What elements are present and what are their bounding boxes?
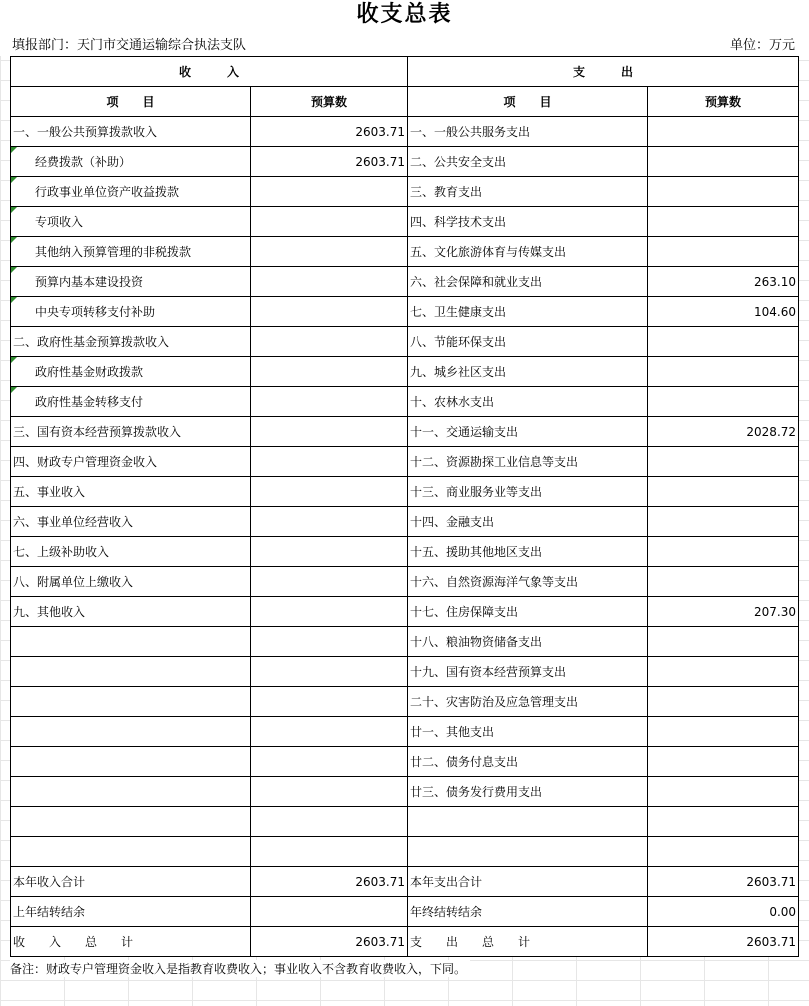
income-amount-cell: [251, 597, 408, 627]
expense-amount-cell: [648, 537, 799, 567]
expense-amount-cell: [648, 717, 799, 747]
income-amount-cell: [251, 477, 408, 507]
income-amount-cell: [251, 747, 408, 777]
expense-amount-cell: [648, 747, 799, 777]
income-item-cell: 五、事业收入: [11, 477, 251, 507]
table-row: [11, 567, 799, 597]
income-amount-cell: [251, 297, 408, 327]
table-row: [11, 447, 799, 477]
table-row: [11, 477, 799, 507]
income-amount-cell: [251, 537, 408, 567]
expense-item-cell: 十二、资源勘探工业信息等支出: [408, 447, 648, 477]
expense-item-cell: 六、社会保障和就业支出: [408, 267, 648, 297]
income-item-cell: 上年结转结余: [11, 897, 251, 927]
expense-item-cell: 十八、粮油物资储备支出: [408, 627, 648, 657]
expense-amount-cell: 2603.71: [648, 927, 799, 957]
expense-item-cell: 九、城乡社区支出: [408, 357, 648, 387]
income-item-cell: [11, 717, 251, 747]
expense-budget-header: 预算数: [648, 87, 799, 117]
expense-item-cell: 四、科学技术支出: [408, 207, 648, 237]
table-row: [11, 147, 799, 177]
table-row: [11, 297, 799, 327]
table-row: [11, 657, 799, 687]
expense-amount-cell: [648, 807, 799, 837]
table-body: [11, 117, 799, 957]
department-label: 填报部门：天门市交通运输综合执法支队: [12, 38, 247, 53]
expense-item-cell: 二十、灾害防治及应急管理支出: [408, 687, 648, 717]
income-amount-cell: [251, 807, 408, 837]
income-item-cell: 预算内基本建设投资: [11, 267, 251, 297]
expense-amount-cell: [648, 627, 799, 657]
income-amount-cell: [251, 357, 408, 387]
table-row: [11, 357, 799, 387]
table-row: [11, 117, 799, 147]
income-amount-cell: [251, 237, 408, 267]
unit-label: 单位：万元: [729, 38, 795, 53]
income-amount-cell: [251, 507, 408, 537]
expense-amount-cell: 207.30: [648, 597, 799, 627]
income-item-cell: 四、财政专户管理资金收入: [11, 447, 251, 477]
income-item-cell: 政府性基金财政拨款: [11, 357, 251, 387]
expense-item-cell: 年终结转结余: [408, 897, 648, 927]
income-amount-cell: [251, 897, 408, 927]
income-item-cell: 三、国有资本经营预算拨款收入: [11, 417, 251, 447]
expense-item-cell: 十七、住房保障支出: [408, 597, 648, 627]
income-amount-cell: [251, 687, 408, 717]
income-amount-cell: [251, 837, 408, 867]
income-amount-cell: [251, 567, 408, 597]
income-item-cell: 七、上级补助收入: [11, 537, 251, 567]
income-amount-cell: [251, 717, 408, 747]
expense-amount-cell: 104.60: [648, 297, 799, 327]
table-row: [11, 927, 799, 957]
expense-amount-cell: [648, 147, 799, 177]
income-item-cell: 九、其他收入: [11, 597, 251, 627]
expense-amount-cell: [648, 237, 799, 267]
income-item-cell: 经费拨款（补助）: [11, 147, 251, 177]
table-row: [11, 837, 799, 867]
expense-amount-cell: [648, 657, 799, 687]
income-amount-cell: [251, 387, 408, 417]
income-item-cell: 八、附属单位上缴收入: [11, 567, 251, 597]
income-item-cell: 本年收入合计: [11, 867, 251, 897]
income-item-cell: [11, 687, 251, 717]
table-row: [11, 507, 799, 537]
income-amount-cell: 2603.71: [251, 147, 408, 177]
expense-item-cell: [408, 837, 648, 867]
expense-amount-cell: [648, 687, 799, 717]
expense-item-cell: 十九、国有资本经营预算支出: [408, 657, 648, 687]
income-amount-cell: [251, 777, 408, 807]
expense-item-cell: 十一、交通运输支出: [408, 417, 648, 447]
table-row: [11, 747, 799, 777]
expense-amount-cell: 2603.71: [648, 867, 799, 897]
section-header-row: [11, 57, 799, 87]
expense-item-cell: 八、节能环保支出: [408, 327, 648, 357]
page-title: 收支总表: [0, 0, 809, 30]
expense-item-cell: 十三、商业服务业等支出: [408, 477, 648, 507]
table-row: [11, 417, 799, 447]
expense-amount-cell: [648, 177, 799, 207]
expense-item-cell: 五、文化旅游体育与传媒支出: [408, 237, 648, 267]
column-header-row: [11, 87, 799, 117]
income-item-cell: 政府性基金转移支付: [11, 387, 251, 417]
expense-amount-cell: [648, 777, 799, 807]
income-item-cell: [11, 657, 251, 687]
expense-item-cell: [408, 807, 648, 837]
expense-amount-cell: [648, 357, 799, 387]
table-row: [11, 327, 799, 357]
expense-section-header: 支 出: [408, 57, 799, 87]
table-row: [11, 177, 799, 207]
income-budget-header: 预算数: [251, 87, 408, 117]
table-row: [11, 867, 799, 897]
income-item-header: 项 目: [11, 87, 251, 117]
expense-item-cell: 三、教育支出: [408, 177, 648, 207]
expense-item-cell: 廿二、债务付息支出: [408, 747, 648, 777]
footnote: 备注：财政专户管理资金收入是指教育收费收入；事业收入不含教育收费收入，下同。: [10, 960, 470, 977]
expense-item-cell: 十四、金融支出: [408, 507, 648, 537]
expense-amount-cell: [648, 327, 799, 357]
income-item-cell: [11, 627, 251, 657]
expense-amount-cell: 0.00: [648, 897, 799, 927]
expense-amount-cell: 263.10: [648, 267, 799, 297]
expense-item-cell: 一、一般公共服务支出: [408, 117, 648, 147]
expense-amount-cell: [648, 567, 799, 597]
expense-item-cell: 支 出 总 计: [408, 927, 648, 957]
table-row: [11, 717, 799, 747]
expense-item-cell: 十、农林水支出: [408, 387, 648, 417]
table-row: [11, 897, 799, 927]
table-row: [11, 537, 799, 567]
income-amount-cell: [251, 267, 408, 297]
income-item-cell: [11, 807, 251, 837]
report-subheader: [0, 30, 809, 56]
income-amount-cell: [251, 177, 408, 207]
table-row: [11, 807, 799, 837]
expense-amount-cell: [648, 477, 799, 507]
table-row: [11, 777, 799, 807]
expense-amount-cell: [648, 207, 799, 237]
expense-item-cell: 十六、自然资源海洋气象等支出: [408, 567, 648, 597]
income-item-cell: [11, 747, 251, 777]
income-item-cell: 其他纳入预算管理的非税拨款: [11, 237, 251, 267]
income-amount-cell: [251, 657, 408, 687]
income-amount-cell: [251, 417, 408, 447]
income-amount-cell: 2603.71: [251, 867, 408, 897]
expense-item-cell: 本年支出合计: [408, 867, 648, 897]
income-expense-table: [10, 56, 799, 957]
income-item-cell: 一、一般公共预算拨款收入: [11, 117, 251, 147]
expense-item-header: 项 目: [408, 87, 648, 117]
table-row: [11, 627, 799, 657]
table-row: [11, 267, 799, 297]
expense-amount-cell: [648, 507, 799, 537]
income-amount-cell: [251, 627, 408, 657]
income-item-cell: 中央专项转移支付补助: [11, 297, 251, 327]
income-item-cell: [11, 777, 251, 807]
income-item-cell: [11, 837, 251, 867]
income-amount-cell: [251, 207, 408, 237]
expense-item-cell: 廿一、其他支出: [408, 717, 648, 747]
income-amount-cell: [251, 327, 408, 357]
expense-item-cell: 廿三、债务发行费用支出: [408, 777, 648, 807]
expense-amount-cell: [648, 447, 799, 477]
table-row: [11, 597, 799, 627]
table-row: [11, 387, 799, 417]
income-amount-cell: 2603.71: [251, 927, 408, 957]
income-item-cell: 二、政府性基金预算拨款收入: [11, 327, 251, 357]
expense-item-cell: 二、公共安全支出: [408, 147, 648, 177]
income-amount-cell: [251, 447, 408, 477]
income-item-cell: 收 入 总 计: [11, 927, 251, 957]
table-row: [11, 687, 799, 717]
expense-amount-cell: 2028.72: [648, 417, 799, 447]
table-row: [11, 207, 799, 237]
income-item-cell: 行政事业单位资产收益拨款: [11, 177, 251, 207]
expense-item-cell: 七、卫生健康支出: [408, 297, 648, 327]
income-item-cell: 六、事业单位经营收入: [11, 507, 251, 537]
table-row: [11, 237, 799, 267]
income-amount-cell: 2603.71: [251, 117, 408, 147]
income-section-header: 收 入: [11, 57, 408, 87]
expense-amount-cell: [648, 837, 799, 867]
expense-item-cell: 十五、援助其他地区支出: [408, 537, 648, 567]
expense-amount-cell: [648, 117, 799, 147]
income-item-cell: 专项收入: [11, 207, 251, 237]
expense-amount-cell: [648, 387, 799, 417]
